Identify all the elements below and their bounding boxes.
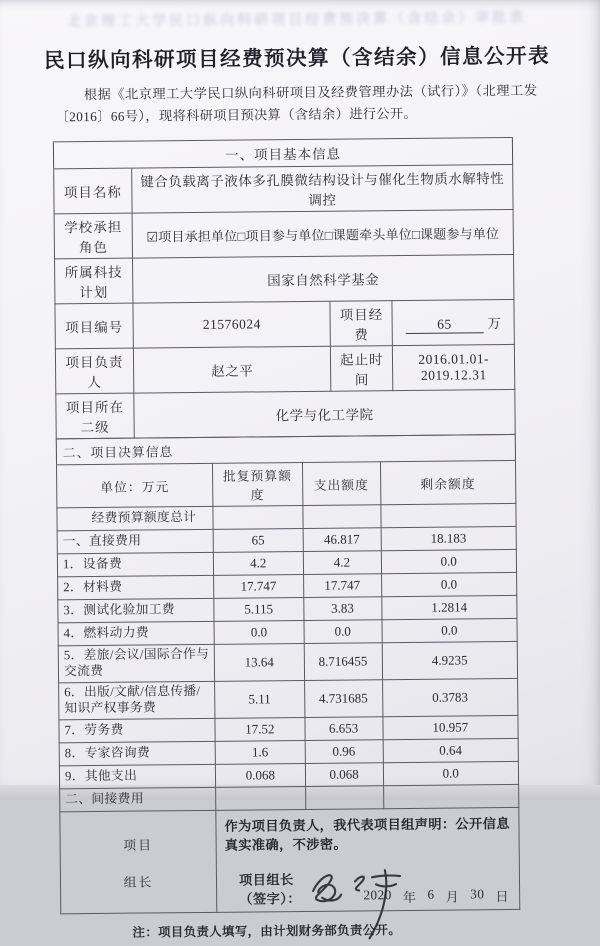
col-unit: 单位：万元 (56, 464, 212, 508)
leader-label: 项目负责人 (55, 348, 133, 394)
date-year: 2020 (363, 887, 392, 903)
cell-spent: 4.731685 (304, 680, 382, 718)
row-label: 一、直接费用 (57, 530, 213, 554)
table-row (59, 679, 518, 720)
date-month: 6 (427, 887, 435, 903)
leader-row (55, 345, 514, 394)
cell-budget: 0.068 (215, 764, 305, 788)
row-label: 4．燃料动力费 (58, 622, 214, 646)
declaration-role-line2: 组长 (123, 875, 154, 890)
declaration-role-line1: 项目 (123, 838, 154, 853)
school-unit-row (56, 390, 515, 439)
project-name-row (54, 165, 513, 214)
date-day-unit: 日 (495, 889, 510, 905)
date-year-unit: 年 (402, 890, 417, 906)
cell-spent (305, 786, 383, 810)
date-day: 30 (470, 886, 485, 902)
fund-unit: 万 (487, 315, 502, 332)
signature-line (239, 867, 509, 908)
cell-spent: 17.747 (303, 574, 381, 598)
cell-budget: 5.11 (215, 681, 305, 719)
school-role-row (54, 210, 513, 259)
cell-remain: 0.0 (382, 619, 518, 643)
row-label: 经费预算额度总计 (57, 507, 213, 531)
program-value: 国家自然科学基金 (133, 255, 514, 304)
bleed-through-text: 北京理工大学民口纵向科研项目经费预决算（含结余）审批表 (67, 8, 527, 30)
leader-value: 赵之平 (133, 347, 331, 394)
cell-budget: 65 (213, 529, 303, 553)
project-code-row (55, 300, 514, 349)
section1-header: 一、项目基本信息 (53, 138, 512, 169)
date-month-unit: 月 (445, 889, 460, 905)
declaration-role-cell (60, 811, 217, 914)
role-checkboxes: ☑项目承担单位□项目参与单位□课题牵头单位□课题参与单位 (132, 210, 513, 259)
form-tables (53, 137, 521, 941)
fund-amount: 65 (405, 316, 483, 334)
school-unit-value: 化学与化工学院 (134, 390, 515, 439)
table-row (58, 642, 517, 683)
cell-budget (213, 506, 303, 530)
project-name-value: 键合负载离子液体多孔膜微结构设计与催化生物质水解特性调控 (132, 165, 513, 214)
period-value: 2016.01.01-2019.12.31 (393, 345, 515, 391)
cell-budget (216, 787, 306, 811)
cell-spent: 0.068 (305, 763, 383, 787)
cell-spent: 4.2 (303, 551, 381, 575)
row-label: 6．出版/文献/信息传播/知识产权事务费 (59, 682, 215, 720)
fund-value-cell (392, 300, 514, 346)
row-label: 7．劳务费 (59, 719, 215, 743)
settlement-header-row (56, 461, 515, 508)
row-label: 1．设备费 (57, 553, 213, 577)
row-label: 2．材料费 (58, 576, 214, 600)
cell-remain: 0.0 (381, 550, 517, 574)
settlement-table (56, 434, 521, 914)
sign-label: 项目组长（签字）： (238, 872, 302, 907)
cell-remain: 18.183 (381, 527, 517, 551)
cell-spent (302, 505, 380, 529)
cell-spent: 6.653 (304, 717, 382, 741)
cell-remain: 10.957 (383, 716, 519, 740)
col-budget: 批复预算额度 (213, 463, 303, 507)
row-label: 3．测试化验加工费 (58, 599, 214, 623)
program-row (55, 255, 514, 304)
cell-remain: 0.64 (383, 739, 519, 763)
cell-spent: 3.83 (303, 597, 381, 621)
program-label: 所属科技计划 (55, 258, 133, 304)
cell-budget: 17.747 (214, 575, 304, 599)
cell-remain (383, 785, 519, 809)
project-code-value: 21576024 (133, 302, 331, 349)
cell-budget: 0.0 (214, 621, 304, 645)
fund-label: 项目经费 (330, 301, 392, 347)
page-title: 民口纵向科研项目经费预决算（含结余）信息公开表 (44, 44, 551, 73)
cell-remain: 0.0 (381, 573, 517, 597)
row-label: 二、间接费用 (60, 788, 216, 812)
cell-remain (380, 504, 516, 528)
signature-handwriting (306, 887, 364, 908)
project-name-label: 项目名称 (54, 168, 132, 214)
section2-header: 二、项目决算信息 (56, 435, 515, 465)
cell-remain: 4.9235 (382, 642, 518, 680)
school-unit-label: 项目所在二级 (56, 393, 134, 439)
declaration-statement: 作为项目负责人，我代表项目组声明：公开信息真实准确，不涉密。 (224, 816, 510, 854)
cell-budget: 1.6 (215, 741, 305, 765)
period-label: 起止时间 (331, 346, 393, 392)
project-code-label: 项目编号 (55, 303, 133, 349)
cell-budget: 17.52 (215, 718, 305, 742)
cell-budget: 13.64 (214, 644, 304, 682)
cell-spent: 0.0 (304, 620, 382, 644)
col-remain: 剩余额度 (380, 461, 516, 505)
cell-remain: 1.2814 (381, 596, 517, 620)
declaration-cell (216, 808, 520, 913)
cell-spent: 46.817 (303, 528, 381, 552)
basic-info-table (53, 137, 516, 439)
cell-remain: 0.0 (383, 762, 519, 786)
row-label: 5．差旅/会议/国际合作与交流费 (58, 645, 214, 683)
intro-paragraph: 根据《北京理工大学民口纵向科研项目及经费管理办法（试行）》（北理工发〔2016〕66号），现将科研项目预决算（含结余）进行公开。 (55, 82, 538, 125)
cell-budget: 4.2 (213, 552, 303, 576)
row-label: 8．专家咨询费 (59, 742, 215, 766)
school-role-label: 学校承担角色 (54, 213, 132, 259)
signature-ink (306, 864, 411, 943)
col-spent: 支出额度 (302, 462, 380, 506)
footnote: 注：项目负责人填写，由计划财务部负责公开。 (132, 923, 402, 940)
cell-spent: 0.96 (305, 740, 383, 764)
cell-budget: 5.115 (214, 598, 304, 622)
cell-remain: 0.3783 (382, 679, 518, 717)
cell-spent: 8.716455 (304, 643, 382, 681)
declaration-row (60, 808, 520, 914)
row-label: 9．其他支出 (59, 765, 215, 789)
